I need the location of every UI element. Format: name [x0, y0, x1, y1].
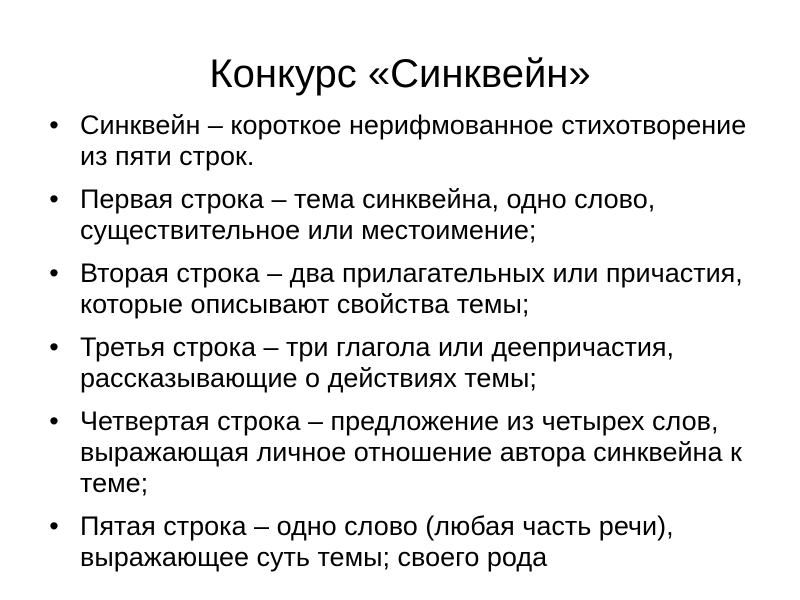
list-item — [44, 258, 764, 320]
list-item-text: Пятая строка – одно слово (любая часть речи), выражающее суть темы; своего рода — [80, 511, 674, 572]
bullet-marker: • — [49, 406, 59, 436]
list-item — [44, 184, 764, 246]
slide-title: Конкурс «Синквейн» — [209, 52, 591, 96]
list-item-text: Первая строка – тема синквейна, одно слово, существительное или местоимение; — [80, 184, 656, 245]
list-item — [44, 110, 764, 172]
bullet-list — [44, 110, 764, 585]
bullet-marker: • — [49, 258, 59, 288]
bullet-marker: • — [49, 110, 59, 140]
list-item-text: Синквейн – короткое нерифмованное стихотворение из пяти строк. — [80, 110, 747, 171]
bullet-marker: • — [49, 184, 59, 214]
list-item — [44, 332, 764, 394]
list-item-text: Вторая строка – два прилагательных или причастия, которые описывают свойства темы; — [80, 258, 743, 319]
list-item-text: Третья строка – три глагола или деепричастия, рассказывающие о действиях темы; — [80, 332, 675, 393]
list-item-text: Четвертая строка – предложение из четырех слов, выражающая личное отношение автора синквейна к теме; — [80, 406, 742, 498]
list-item — [44, 406, 764, 499]
bullet-marker: • — [49, 332, 59, 362]
bullet-marker: • — [49, 511, 59, 541]
list-item — [44, 511, 764, 573]
